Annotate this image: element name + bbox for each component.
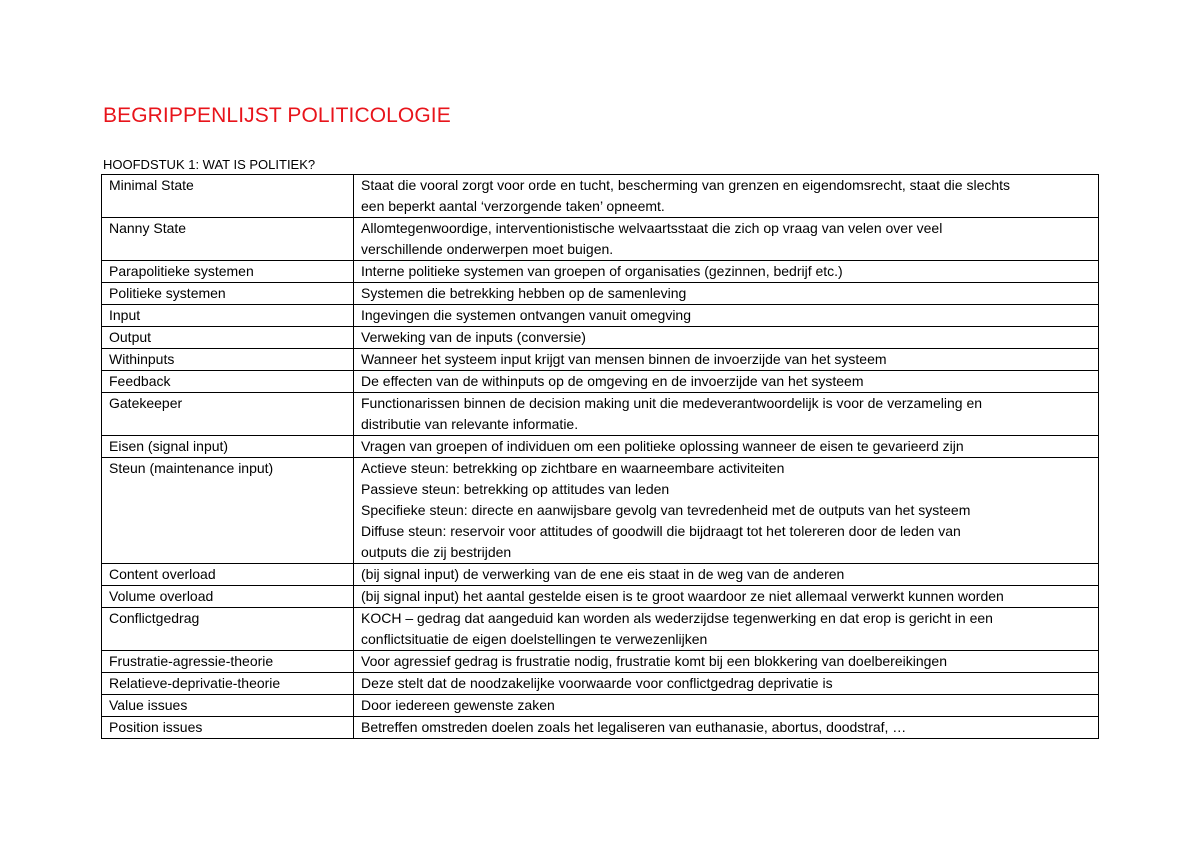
term-cell: Minimal State: [102, 175, 354, 218]
table-row: [102, 371, 1099, 393]
definition-line: Systemen die betrekking hebben op de samenleving: [361, 285, 687, 301]
definition-cell: [354, 283, 1099, 305]
definition-line: De effecten van de withinputs op de omgeving en de invoerzijde van het systeem: [361, 373, 864, 389]
term-cell: Nanny State: [102, 218, 354, 261]
definition-line: Betreffen omstreden doelen zoals het legaliseren van euthanasie, abortus, doodstraf, …: [361, 719, 907, 735]
definition-cell: [354, 261, 1099, 283]
table-row: [102, 651, 1099, 673]
definition-line: Allomtegenwoordige, interventionistische welvaartsstaat die zich op vraag van velen over veel: [361, 220, 943, 236]
definition-cell: [354, 651, 1099, 673]
definition-line: Specifieke steun: directe en aanwijsbare gevolg van tevredenheid met de outputs van het systeem: [361, 502, 971, 518]
definition-line: een beperkt aantal ‘verzorgende taken’ opneemt.: [361, 198, 665, 214]
table-row: [102, 608, 1099, 651]
table-row: [102, 436, 1099, 458]
definition-line: Actieve steun: betrekking op zichtbare en waarneembare activiteiten: [361, 460, 785, 476]
table-row: [102, 695, 1099, 717]
definition-line: (bij signal input) de verwerking van de ene eis staat in de weg van de anderen: [361, 566, 845, 582]
definition-line: Vragen van groepen of individuen om een politieke oplossing wanneer de eisen te gevarieerd zijn: [361, 438, 964, 454]
table-row: [102, 283, 1099, 305]
definition-cell: [354, 608, 1099, 651]
definition-cell: [354, 218, 1099, 261]
definition-cell: [354, 393, 1099, 436]
term-cell: Conflictgedrag: [102, 608, 354, 651]
definition-cell: [354, 305, 1099, 327]
table-row: [102, 586, 1099, 608]
table-row: [102, 458, 1099, 564]
definition-cell: [354, 586, 1099, 608]
term-cell: Frustratie-agressie-theorie: [102, 651, 354, 673]
table-row: [102, 717, 1099, 739]
table-row: [102, 305, 1099, 327]
definition-line: Interne politieke systemen van groepen of organisaties (gezinnen, bedrijf etc.): [361, 263, 843, 279]
term-cell: Feedback: [102, 371, 354, 393]
term-cell: Value issues: [102, 695, 354, 717]
term-cell: Volume overload: [102, 586, 354, 608]
table-row: [102, 673, 1099, 695]
definition-line: Deze stelt dat de noodzakelijke voorwaarde voor conflictgedrag deprivatie is: [361, 675, 833, 691]
definition-cell: [354, 564, 1099, 586]
definition-line: Functionarissen binnen de decision making unit die medeverantwoordelijk is voor de verzameling en: [361, 395, 983, 411]
term-cell: Eisen (signal input): [102, 436, 354, 458]
definition-cell: [354, 458, 1099, 564]
glossary-table: [101, 174, 1099, 739]
definition-line: Ingevingen die systemen ontvangen vanuit omegving: [361, 307, 691, 323]
definition-line: conflictsituatie de eigen doelstellingen te verwezenlijken: [361, 631, 708, 647]
definition-cell: [354, 673, 1099, 695]
term-cell: Withinputs: [102, 349, 354, 371]
chapter-title: HOOFDSTUK 1: WAT IS POLITIEK?: [103, 157, 316, 172]
definition-line: KOCH – gedrag dat aangeduid kan worden als wederzijdse tegenwerking en dat erop is gericht in een: [361, 610, 993, 626]
term-cell: Content overload: [102, 564, 354, 586]
definition-line: (bij signal input) het aantal gestelde eisen is te groot waardoor ze niet allemaal verwerkt kunnen worden: [361, 588, 1004, 604]
definition-line: verschillende onderwerpen moet buigen.: [361, 241, 614, 257]
definition-line: Staat die vooral zorgt voor orde en tucht, bescherming van grenzen en eigendomsrecht, staat die slechts: [361, 177, 1011, 193]
term-cell: Input: [102, 305, 354, 327]
table-row: [102, 349, 1099, 371]
definition-line: Diffuse steun: reservoir voor attitudes of goodwill die bijdraagt tot het tolereren door de leden van: [361, 523, 961, 539]
definition-line: Door iedereen gewenste zaken: [361, 697, 555, 713]
term-cell: Parapolitieke systemen: [102, 261, 354, 283]
definition-line: Passieve steun: betrekking op attitudes van leden: [361, 481, 670, 497]
definition-cell: [354, 717, 1099, 739]
term-cell: Gatekeeper: [102, 393, 354, 436]
definition-cell: [354, 695, 1099, 717]
definition-line: Verweking van de inputs (conversie): [361, 329, 586, 345]
table-row: [102, 564, 1099, 586]
definition-cell: [354, 371, 1099, 393]
definition-cell: [354, 349, 1099, 371]
definition-line: outputs die zij bestrijden: [361, 544, 512, 560]
term-cell: Output: [102, 327, 354, 349]
definition-line: distributie van relevante informatie.: [361, 416, 579, 432]
table-row: [102, 327, 1099, 349]
term-cell: Steun (maintenance input): [102, 458, 354, 564]
definition-cell: [354, 327, 1099, 349]
table-row: [102, 175, 1099, 218]
table-row: [102, 393, 1099, 436]
table-row: [102, 261, 1099, 283]
definition-line: Wanneer het systeem input krijgt van mensen binnen de invoerzijde van het systeem: [361, 351, 887, 367]
glossary-body: [102, 175, 1099, 739]
table-row: [102, 218, 1099, 261]
term-cell: Politieke systemen: [102, 283, 354, 305]
page-title: BEGRIPPENLIJST POLITICOLOGIE: [103, 104, 451, 127]
definition-cell: [354, 175, 1099, 218]
term-cell: Relatieve-deprivatie-theorie: [102, 673, 354, 695]
definition-line: Voor agressief gedrag is frustratie nodig, frustratie komt bij een blokkering van doelbereikingen: [361, 653, 947, 669]
definition-cell: [354, 436, 1099, 458]
term-cell: Position issues: [102, 717, 354, 739]
